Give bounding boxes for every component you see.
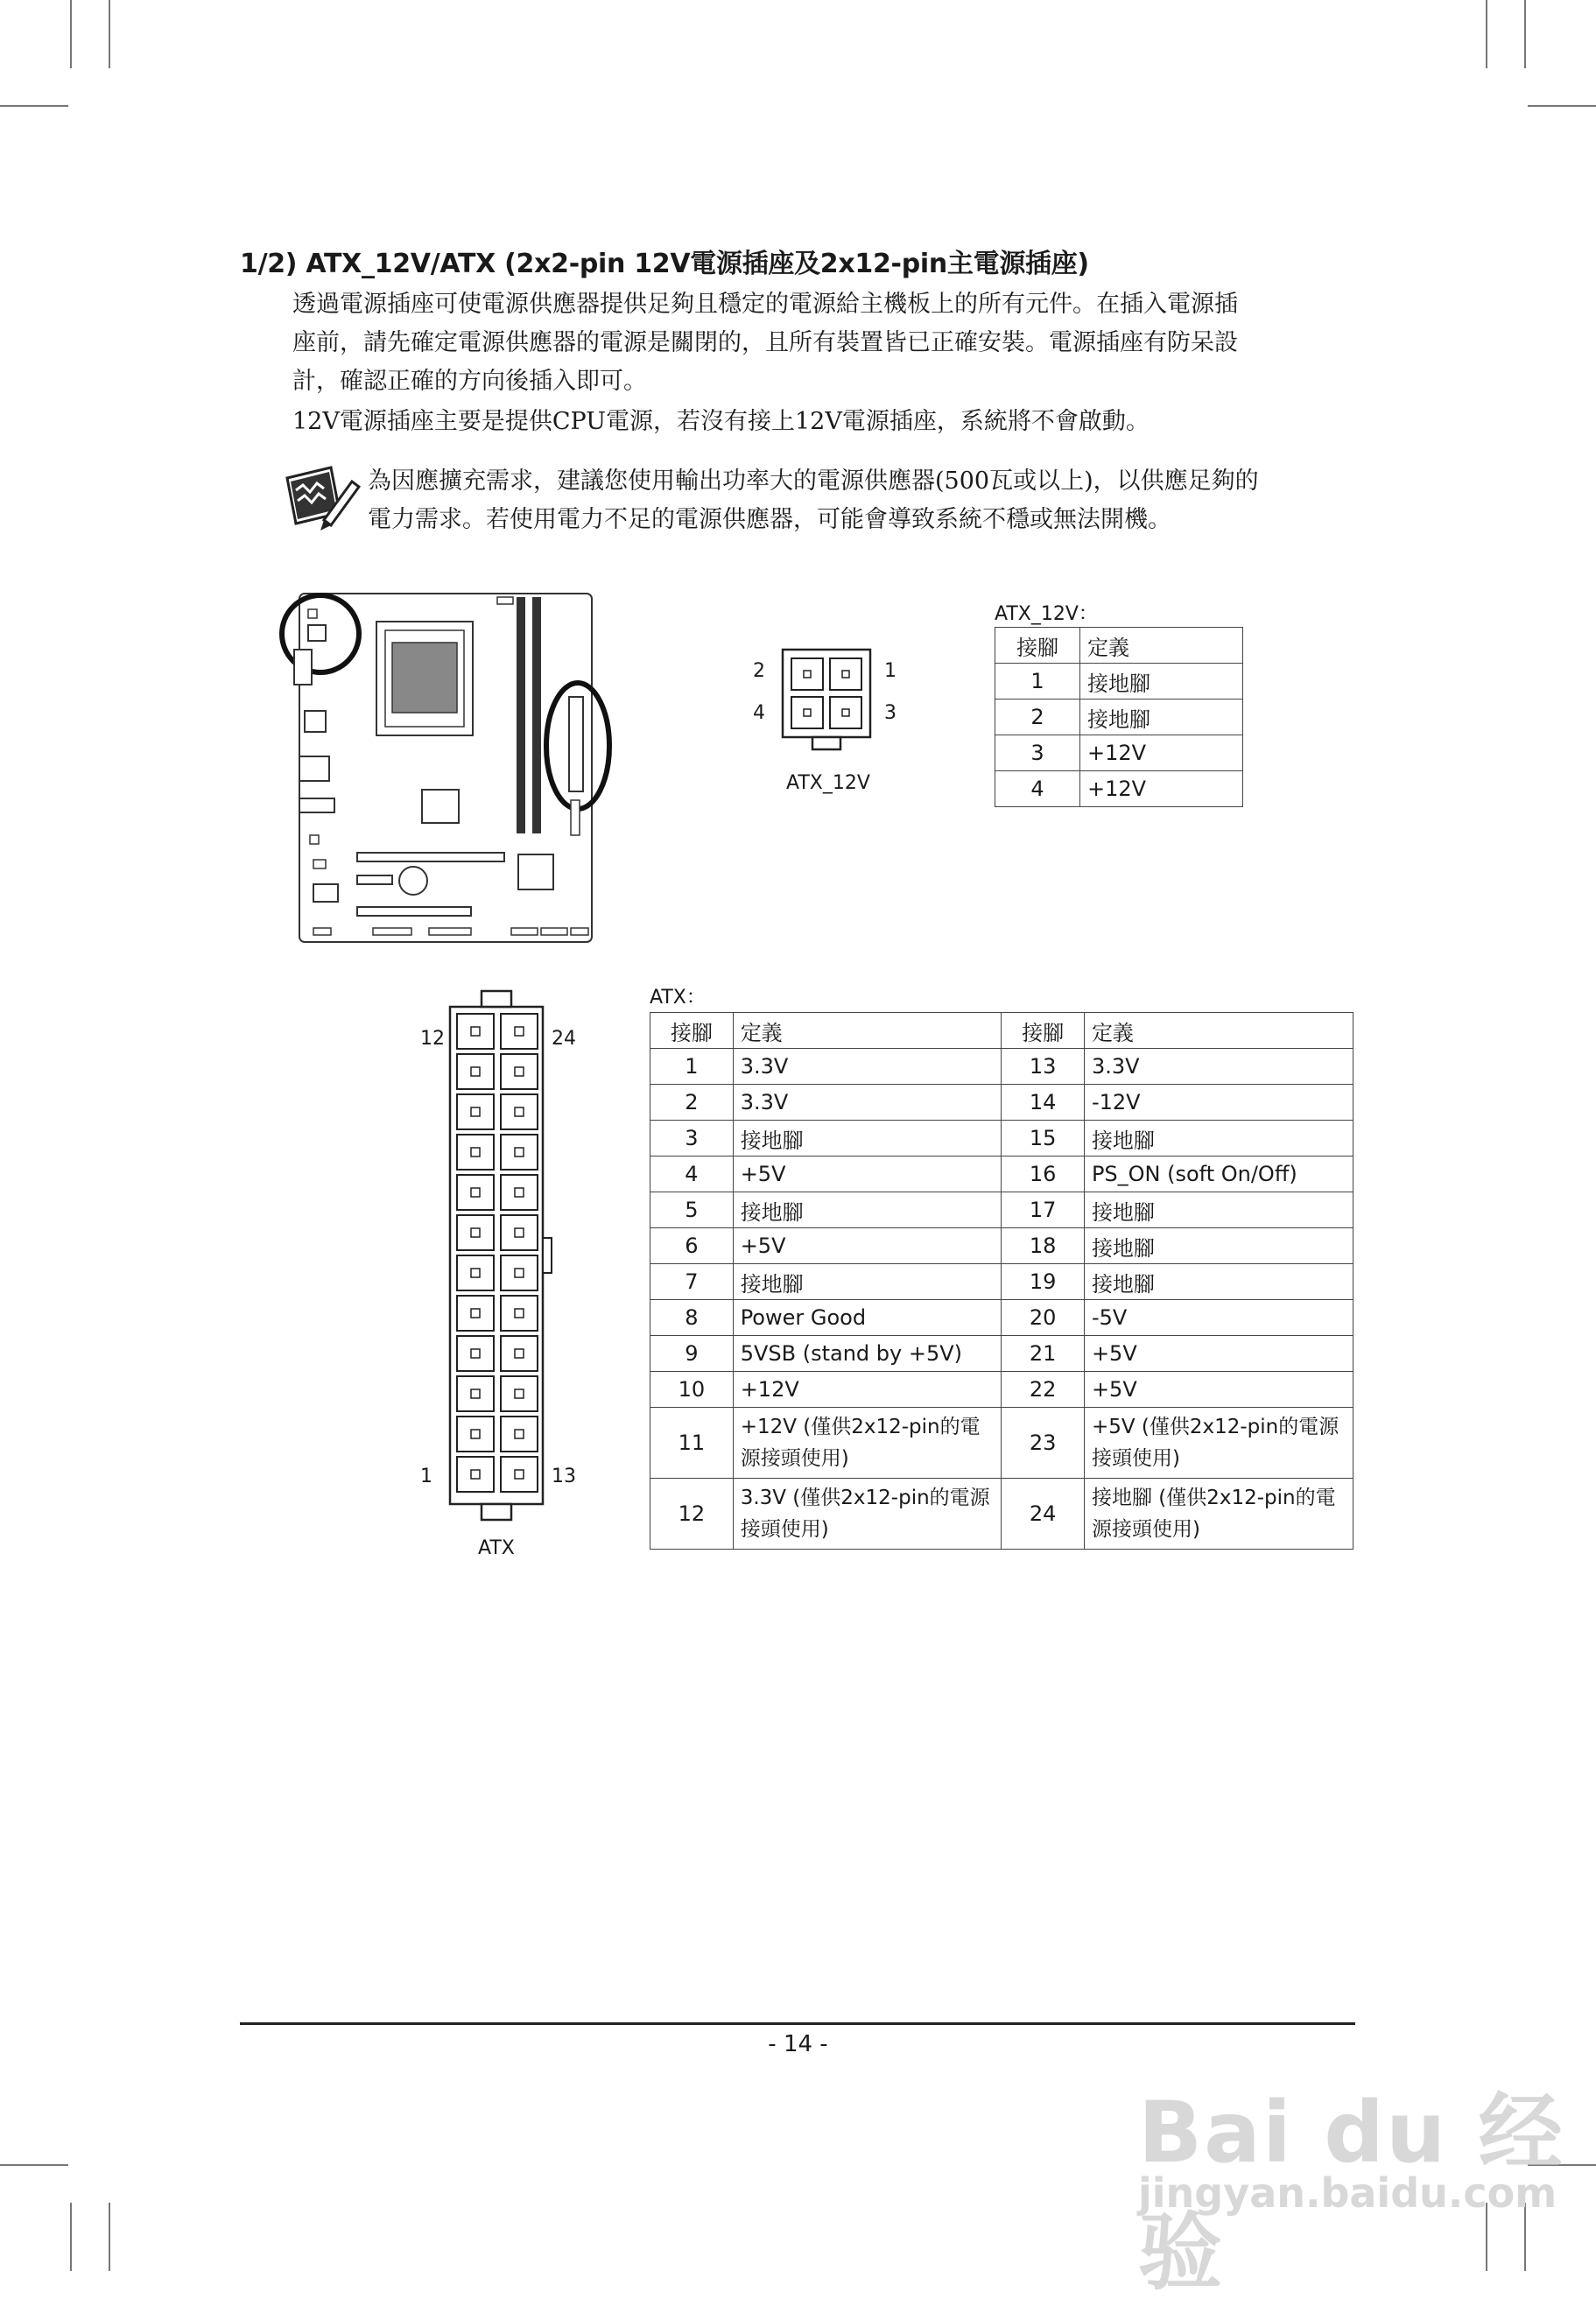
atx12v-pin-table <box>995 627 1243 807</box>
connector-pin-contact <box>471 1107 480 1116</box>
crop-mark <box>109 0 110 68</box>
pin-number: 3 <box>995 735 1080 771</box>
pin-number: 5 <box>650 1192 734 1228</box>
pin-number: 7 <box>650 1264 734 1300</box>
pin-definition: 3.3V <box>733 1085 1002 1121</box>
pin-definition: 接地腳 <box>1080 664 1243 700</box>
pin-number: 24 <box>1002 1479 1085 1550</box>
connector-pin-contact <box>471 1228 480 1237</box>
pin-definition: +5V (僅供2x12-pin的電源接頭使用) <box>1084 1408 1353 1479</box>
pin-label: 12 <box>420 1028 445 1050</box>
connector-pin-contact <box>515 1228 524 1237</box>
crop-mark <box>1524 0 1526 68</box>
pin-number: 20 <box>1002 1300 1085 1336</box>
pin-definition: +5V <box>733 1228 1002 1264</box>
pin-definition: 接地腳 <box>733 1192 1002 1228</box>
connector-caption: ATX <box>478 1537 515 1559</box>
atx12v-connector-diagram <box>770 644 875 758</box>
pin-number: 18 <box>1002 1228 1085 1264</box>
pin-number: 1 <box>995 664 1080 700</box>
pin-number: 3 <box>650 1121 734 1157</box>
connector-pin-contact <box>471 1389 480 1398</box>
body-paragraph: 座前，請先確定電源供應器的電源是關閉的，且所有裝置皆已正確安裝。電源插座有防呆設 <box>292 329 1238 356</box>
connector-caption: ATX_12V <box>786 772 870 794</box>
crop-mark <box>1486 0 1487 68</box>
table-label: ATX： <box>650 987 706 1009</box>
pin-definition: -5V <box>1084 1300 1353 1336</box>
pin-definition: +12V (僅供2x12-pin的電源接頭使用) <box>733 1408 1002 1479</box>
atx-connector-diagram <box>438 988 560 1530</box>
connector-pin-contact <box>471 1067 480 1076</box>
pin-definition: PS_ON (soft On/Off) <box>1084 1157 1353 1192</box>
pin-number: 8 <box>650 1300 734 1336</box>
pin-number: 2 <box>995 700 1080 735</box>
pin-number: 10 <box>650 1372 734 1408</box>
column-header: 接腳 <box>650 1013 734 1049</box>
atx-pin-table <box>650 1012 1353 1550</box>
pin-definition: +5V <box>733 1157 1002 1192</box>
pin-definition: +5V <box>1084 1372 1353 1408</box>
pin-definition: +12V <box>733 1372 1002 1408</box>
pin-definition: +12V <box>1080 771 1243 807</box>
connector-pin-contact <box>515 1430 524 1438</box>
crop-mark <box>0 2164 68 2166</box>
pin-number: 6 <box>650 1228 734 1264</box>
pin-label: 13 <box>552 1466 576 1487</box>
table-header-row <box>995 628 1243 664</box>
pin-definition: Power Good <box>733 1300 1002 1336</box>
connector-pin-contact <box>515 1389 524 1398</box>
connector-pin-contact <box>471 1027 480 1036</box>
pin-number: 9 <box>650 1336 734 1372</box>
connector-pin-contact <box>515 1148 524 1157</box>
pin-definition: 3.3V (僅供2x12-pin的電源接頭使用) <box>733 1479 1002 1550</box>
table-row <box>650 1372 1353 1408</box>
pin-label: 4 <box>753 702 765 724</box>
pin-label: 1 <box>420 1466 432 1487</box>
baidu-watermark-logo: Bai du 经验 <box>1138 2084 1564 2302</box>
table-row <box>650 1300 1353 1336</box>
pin-number: 15 <box>1002 1121 1085 1157</box>
table-row <box>650 1336 1353 1372</box>
pin-definition: 接地腳 <box>1084 1228 1353 1264</box>
pin-definition: +5V <box>1084 1336 1353 1372</box>
pin-number: 11 <box>650 1408 734 1479</box>
crop-mark <box>70 0 72 68</box>
connector-pin-contact <box>471 1148 480 1157</box>
connector-pin-contact <box>515 1188 524 1197</box>
table-row <box>650 1479 1353 1550</box>
footer-rule <box>240 2022 1355 2025</box>
pin-definition: 3.3V <box>733 1049 1002 1085</box>
pin-definition: 5VSB (stand by +5V) <box>733 1336 1002 1372</box>
pin-definition: 3.3V <box>1084 1049 1353 1085</box>
connector-pin-contact <box>471 1470 480 1479</box>
connector-pin-contact <box>515 1107 524 1116</box>
pin-label: 1 <box>884 660 896 682</box>
connector-pin-contact <box>515 1309 524 1318</box>
pin-definition: 接地腳 <box>1084 1121 1353 1157</box>
connector-pin-contact <box>471 1269 480 1277</box>
section-heading: 1/2) ATX_12V/ATX (2x2-pin 12V電源插座及2x12-pin主電源插座) <box>240 249 1089 279</box>
pin-number: 12 <box>650 1479 734 1550</box>
note-text: 為因應擴充需求，建議您使用輸出功率大的電源供應器(500瓦或以上)，以供應足夠的 <box>368 468 1259 495</box>
pin-number: 4 <box>650 1157 734 1192</box>
body-paragraph: 12V電源插座主要是提供CPU電源，若沒有接上12V電源插座，系統將不會啟動。 <box>292 408 1150 435</box>
crop-mark <box>109 2203 110 2271</box>
table-row <box>995 664 1243 700</box>
table-row <box>650 1121 1353 1157</box>
pin-definition: -12V <box>1084 1085 1353 1121</box>
pin-number: 17 <box>1002 1192 1085 1228</box>
pin-definition: +12V <box>1080 735 1243 771</box>
table-row <box>650 1157 1353 1192</box>
pin-definition: 接地腳 <box>1080 700 1243 735</box>
table-row <box>995 771 1243 807</box>
pin-number: 22 <box>1002 1372 1085 1408</box>
pin-definition: 接地腳 <box>733 1264 1002 1300</box>
pin-number: 2 <box>650 1085 734 1121</box>
baidu-watermark-url: jingyan.baidu.com <box>1138 2169 1557 2217</box>
column-header: 接腳 <box>1002 1013 1085 1049</box>
table-row <box>650 1049 1353 1085</box>
connector-pin-contact <box>471 1430 480 1438</box>
column-header: 定義 <box>1080 628 1243 664</box>
pin-number: 21 <box>1002 1336 1085 1372</box>
column-header: 定義 <box>1084 1013 1353 1049</box>
table-row <box>995 735 1243 771</box>
pin-definition: 接地腳 <box>733 1121 1002 1157</box>
pin-number: 1 <box>650 1049 734 1085</box>
pin-definition: 接地腳 <box>1084 1264 1353 1300</box>
pin-definition: 接地腳 (僅供2x12-pin的電源接頭使用) <box>1084 1479 1353 1550</box>
pin-number: 13 <box>1002 1049 1085 1085</box>
table-row <box>650 1192 1353 1228</box>
pin-label: 2 <box>753 660 765 682</box>
pin-label: 24 <box>552 1028 576 1050</box>
pin-number: 16 <box>1002 1157 1085 1192</box>
connector-pin-contact <box>471 1349 480 1358</box>
table-row <box>650 1408 1353 1479</box>
connector-pin-contact <box>515 1470 524 1479</box>
body-paragraph: 計，確認正確的方向後插入即可。 <box>292 368 647 395</box>
table-row <box>650 1085 1353 1121</box>
table-row <box>995 700 1243 735</box>
column-header: 定義 <box>733 1013 1002 1049</box>
table-row <box>650 1228 1353 1264</box>
crop-mark <box>1528 105 1596 107</box>
connector-pin-contact <box>515 1067 524 1076</box>
pin-label: 3 <box>884 702 896 724</box>
column-header: 接腳 <box>995 628 1080 664</box>
connector-pin-contact <box>471 1188 480 1197</box>
page-number: - 14 - <box>768 2031 828 2057</box>
connector-pin-contact <box>471 1309 480 1318</box>
note-pencil-icon <box>282 462 361 532</box>
connector-pin-contact <box>515 1349 524 1358</box>
pin-number: 23 <box>1002 1408 1085 1479</box>
body-paragraph: 透過電源插座可使電源供應器提供足夠且穩定的電源給主機板上的所有元件。在插入電源插 <box>292 291 1238 318</box>
motherboard-diagram <box>278 587 620 947</box>
note-text: 電力需求。若使用電力不足的電源供應器，可能會導致系統不穩或無法開機。 <box>368 506 1171 533</box>
connector-pin-contact <box>515 1269 524 1277</box>
pin-number: 14 <box>1002 1085 1085 1121</box>
table-label: ATX_12V： <box>995 603 1098 625</box>
table-row <box>650 1264 1353 1300</box>
table-header-row <box>650 1013 1353 1049</box>
pin-number: 19 <box>1002 1264 1085 1300</box>
crop-mark <box>70 2203 72 2271</box>
pin-number: 4 <box>995 771 1080 807</box>
pin-definition: 接地腳 <box>1084 1192 1353 1228</box>
connector-pin-contact <box>515 1027 524 1036</box>
crop-mark <box>0 105 68 107</box>
